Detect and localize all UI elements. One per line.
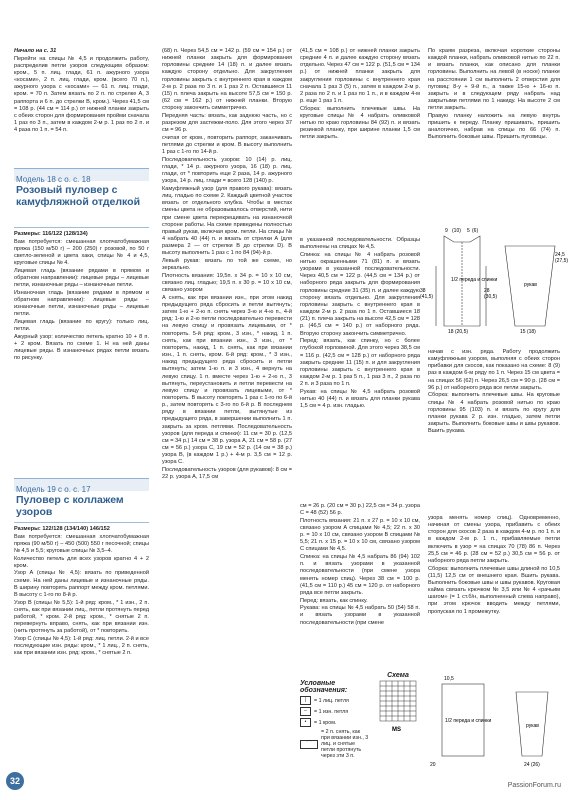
pattern-text: считая от кром., повторить раппорт, заканчивать петлями до стрелки и кром. В высоту выполнить 1 раз с 1-го по 14-й р.: [162, 134, 292, 156]
diagram-label: (27,5): [555, 258, 569, 264]
legend-row: [300, 718, 370, 727]
diagram-label: 1/2 переда и спинки: [451, 277, 498, 283]
model-19-band: [14, 478, 149, 494]
diagram-label: (30,5): [484, 294, 498, 300]
sleeve-19-text: Рукава: на спицы № 4,5 набрать 50 (54) 58 п. и вязать узорами в указанной последовательности (при смене: [300, 605, 420, 626]
diagram-label: 9: [445, 228, 448, 234]
pattern-a-text: А снять, как при вязании изн., при этом накид предыдущего ряда сбросить и петли вытянуть; затем 1-ю + 2-ю п. снять через 3-ю и 4-ю п., 4-й ряд: 1-ю и 2-ю петли последовательно перевести на левую спицу и провязать лицевыми, от * повторить. 5-й ряд: кром., 3 изн., * накид, 1 п. снять, как при вязании изн., 3 изн., от * повторить, накид, 1 п. снять, как при вязании изн., 1 п. снять, кром. 6-й ряд: кром., * 3 изн., накид предыдущего ряда сбросить и петли вытянуть; затем 1-ю п. и 3 изн., 4 вернуть на левую спицу. 1 п. вместе через 1-ю + 2-ю п., 3 вытянуть, переустановить и петли перевести на левую спицу и провязать лицевыми, от * повторить. В высоту повторять 1 раз с 1-го по 6-й р., затем повторять с 3-го по 6-й р. В последнем ряду в вязании петли, вытянутые из предыдущего ряда, в завершении выполнить 1 п. закрыть за кром. петлями. Последовательность узоров (для переда и спинки): 11 см = 30 р. (12,5 см = 34 р.) 14 см = 38 р. узора А, 21 см = 58 р. (27 см = 56 р.) узора С, 19 см = 52 р. (14 см = 38 р.) узора В, (в каждом 1 р.) + 4-м р. 3,5 см = 12 р. узора С.: [162, 294, 292, 466]
sequence-text: Последовательность узоров: 10 (14) р. лиц. глади, * 14 р. ажурного узора, 16 (18) р. лиц. глади, от * повторить еще 2 раза, 14 р. ажурного узора, 14 р. лиц. глади = всего 128 (140) р.: [162, 156, 292, 185]
model-19-text: [14, 526, 149, 658]
front-19-text: Перед: вязать, как спинку.: [300, 597, 368, 604]
back-text: (68) п. Через 54,5 см = 142 р. (59 см = 154 р.) от нижней планки закрыть для формирования горловины средние 14 (18) п. и далее вязать каждую сторону отдельно. Для закругления горловины закрыть с внутреннего края в каждом 2-м р. 2 раза по 3 п. и 1 раз 2 п. Оставшиеся 11 (15) п. плеча закрыть на высоте 57,5 см = 150 р. (62 см = 162 р.) от нижней планки. Вторую сторону закончить симметрично.: [162, 48, 292, 112]
legend: [300, 680, 370, 759]
placket-finish-text: Правую планку наложить на левую внутрь пришить к переду. Планку пришивать, пришить аналогично, набрав на спицы по 66 (74) п. Выполнить боковые швы. Пришить пуговицы.: [428, 112, 560, 141]
camouflage-text: Камуфляжный узор (для правого рукава): вязать лиц. гладью по схеме 2. Каждый цветной участок вязать от отдельного клубка. Чтобы в местах смены цвета не образовывалось отверстий, нити при смене цвета перекрещивать на изнаночной стороне работы. На схеме приведены полностью правый рукав, включая кром. петли. На спицы № 4 набрать 40 (44) п. и вязать от стрелки А (для размера 2 — от стрелки В до стрелки D). В высоту выполнить 1 раз с 1 по 84 (94)-й р.: [162, 185, 292, 257]
legend-row: [300, 729, 370, 759]
scheme: [378, 672, 420, 746]
diagram-label: 10,5: [444, 676, 454, 682]
sleeve-sequence-text: Последовательность узоров (для рукавов): 8 см = 22 р. узора А, 17,5 см: [162, 467, 292, 481]
divider: [14, 522, 149, 523]
diagram-label: 24,5: [555, 252, 565, 258]
sleeve-pattern-text: см = 26 р. (20 см = 30 р.) 22,5 см = 34 р. узора С = 48 (52) 56 р.: [300, 503, 420, 517]
diagram-label: 20: [430, 762, 436, 768]
diagram-label: 38: [420, 288, 426, 294]
column-1: [14, 48, 149, 135]
model-19-pattern-2: Узор А (спицы № 4,5): вязать по приведенной схеме. На ней даны лицевые и изнаночные ряды. В ширину повторять раппорт между кром. петлями. В высоту с 1-го по 8-й р.: [14, 570, 149, 598]
legend-text: = 2 п. снять, как при вязании изн., 3 лиц. и снятые петли протянуть через эти 3 п.: [321, 729, 369, 759]
diagram-label: 28: [484, 288, 490, 294]
legend-text: = 1 изн. петля: [314, 708, 349, 715]
sleeve-shaping-text: узора менять номер спиц). Одновременно, начиная от смены узора, прибавить с обеих сторон для скосов 2 раза в каждом 4-м р. по 1 п. и в каждом 2-м р. 1 п., прибавляемые петли включить в узор = на спицах 70 (78) 86 п. Через 25,5 см = 46 р. (28 см = 52 р.) 30,5 см = 56 р. от наборного ряда петли закрыть.: [428, 515, 560, 564]
front-18-text: Перед: вязать, как спинку, но с более глубокой горловиной. Для этого через 38,5 см = 116 р. (42,5 см = 128 р.) от наборного ряда закрыть средние 11 (15) п. и для закругления горловины закрыть с внутреннего края в каждом 2-м р. 1 раз 5 п., 1 раз 3 п., 2 раза по 2 п. и 3 раза по 1 п.: [300, 338, 420, 388]
column-3-bottom: [300, 503, 420, 627]
garment-diagram-front: [420, 226, 500, 336]
divider: [14, 227, 149, 228]
model-18-pattern-1: Лицевая гладь (вязание рядами в прямом и обратном направлении): лицевые ряды – лицевые петли, изнаночные ряды – изнаночные петли.: [14, 267, 149, 289]
assembly-18-text: Сборка: выполнить плечевые швы. На круговые спицы № 4 набрать розовой нитью по краю горловины 95 (103) п. и вязать по кругу для планки рукава 2 р. изн. гладью, затем петли закрыть. Выполнить боковые швы и швы рукавов. Вшить рукава.: [428, 392, 560, 435]
sleeve-camouflage-text: начав с изн. ряда. Работу продолжить камуфляжным узором, выполняя с обеих сторон прибавки для скосов, как показано на схеме: 8 (9) раз в каждом 6-м ряду по 1 п. Через 15 см цвета = на спицах 56 (62) п. Через 26,5 см = 90 р. (28 см = 96 р.) от наборного ряда все петли закрыть.: [428, 349, 560, 391]
column-3-top: [300, 48, 420, 142]
gauge-19-text: Плотность вязания: 21 п. х 27 р. = 10 х 10 см, связано узором А спицами № 4,5; 22 п. х 30 р. = 10 х 10 см, связано узором В спицами № 5,5; 21 п. х 15 р. = 10 х 10 см, связано узором С спицами № 4,5.: [300, 517, 420, 553]
diagram-label: 1/2 переда и спинки: [445, 718, 492, 724]
diagram-label: рукав: [526, 723, 539, 729]
assembly-19-text: Сборка: выполнить плечевые швы длиной по 10,5 (11,5) 12,5 см от внешнего края. Вшить рукава. Выполнить боковые швы и швы рукавов. Круговая кайма связать крючком № 3,5 или № 4 «рачьим шагом» (= 1 ст.б/н, выполненный слева направо), при этом крючок вводить между петлями, пропуская по 1 промежутку.: [428, 565, 560, 615]
neck-text: (41,5 см = 108 р.) от нижней планки закрыть средние 4 п. и далее каждую сторону вязать отдельно. Через 47 см = 122 р. (51,5 см = 134 р.) от нижней планки закрыть для закругления горловины с внутреннего края сначала 1 раз 3 (5) п., затем в каждом 2-м р. 2 раза по 2 п. и 1 раз по 1 п., и в каждом 4-м р. еще 1 раз 1 п.: [300, 48, 420, 105]
diagram-label: рукав: [524, 282, 537, 288]
column-4-top: [428, 48, 560, 142]
sleeve-18-text: Рукав: на спицы № 4,5 набрать розовой нитью 40 (44) п. и вязать для планки рукава 1,5 см = 4 р. изн. гладью.: [300, 388, 420, 410]
column-3-mid: [300, 237, 420, 411]
intro-text: Перейти на спицы № 4,5 и продолжить работу, распределив петли узоров следующим образом: кром., 5 п. лиц. глади, 61 п. ажурного узора «косами», 2 п. лиц. глади, кром. (всего 70 п.), ажурного узора с «косами» — 61 п. лиц. глади, кром. = 70 п. Затем вязать по 2 п. по стрелке А, 3 раппорта и 6 п. до стрелки В, кром.). Через 41,5 см = 108 р. (44 см = 114 р.) от нижней планки закрыть с обеих сторон для формирования пройми сначала 1 раз по 3 п., затем в каждом 2-м р. 1 раз по 2 п. и 4 раза по 1 п. = 54 п.: [14, 55, 149, 134]
diagram-label: 5: [467, 228, 470, 234]
continued-header: Начало на с. 31: [14, 48, 57, 54]
back-18-text: Спинка: на спицы № 4 набрать розовой нитью окрашенными 71 (81) п. и вязать узорами в указанной последовательности. Через 40,5 см = 122 р. (44,5 см = 134 р.) от наборного ряда закрыть для формирования горловины средние 31 (35) п. и далее каждую сторону вязать отдельно. Для закругления горловины закрыть с внутреннего края в каждом 2-м р. 2 раза по 1 п. Оставшиеся 18 (21) п. плеча закрыть на высоте 42,5 см = 128 р. (46,5 см = 140 р.) от наборного ряда. Вторую сторону закончить симметрично.: [300, 251, 420, 337]
sleeve-diagram: [500, 226, 570, 336]
footer-watermark: PassionForum.ru: [507, 782, 561, 789]
slip-stitch-icon: ⌒: [300, 740, 318, 749]
model-19-pattern-1: Количество петель для всех узоров кратно 4 + 2 кром.: [14, 555, 149, 569]
knit-symbol-icon: |: [300, 696, 311, 705]
garment-diagram-19: [430, 672, 565, 772]
diagram-label: 18 (20,5): [448, 329, 469, 335]
column-4-bottom: [428, 515, 560, 616]
model-19-pattern-3: Узор В (спицы № 5,5): 1-й ряд: кром., * 1 изн., 2 п. снять, как при вязании лиц., петли протянуть перед работой, * кром. 2-й ряд: кром., * снятые 2 п. перевернуть вправо, снять, как при вязании изн. (нить протянуть за работой), от * повторить.: [14, 599, 149, 635]
legend-row: [300, 696, 370, 705]
column-2: [162, 48, 292, 768]
front-text: Передняя часть: вязать, как заднюю часть, но с разрезом для застежки-поло. Для этого через 37 см = 96 р.: [162, 112, 292, 134]
model-19-label: Модель 19 с о. с. 17: [16, 485, 91, 494]
model-19-materials: Вам потребуется: смешанная хлопчатобумажная пряжа (90 м/50 г) – 450 (500) 550 г песочной; спицы № 4,5 и 5,5; круговые спицы № 3,5–4.: [14, 533, 149, 554]
model-18-text: [14, 231, 149, 363]
sequence-note: в указанной последовательности. Образцы выполнены на спицах № 4,5.: [300, 237, 420, 251]
model-18-title: Розовый пуловер с камуфляжной отделкой: [16, 184, 141, 208]
purl-symbol-icon: –: [300, 707, 311, 716]
assembly-text: Сборка: выполнить плечевые швы. На круговые спицы № 4 набрать оливковой нитью по краю горловины 84 (92) п. и вязать резинкой планку, при ширине планки 1,5 см петли закрыть.: [300, 105, 420, 141]
model-19-title: Пуловер с коллажем узоров: [16, 494, 124, 518]
legend-text: = 1 лиц. петля: [314, 697, 349, 704]
legend-title: Условные обозначения:: [300, 680, 348, 694]
diagram-label: 24 (26): [524, 762, 540, 768]
legend-text: = 1 кром.: [314, 719, 337, 726]
gauge-text: Плотность вязания: 19,5п. х 34 р. = 10 х 10 см, связано лиц. гладью; 19,5 п. х 30 р. = 10 х 10 см, связано узором: [162, 272, 292, 294]
diagram-label: (41,5): [420, 294, 434, 300]
model-18-label: Модель 18 с о. с. 18: [16, 175, 91, 184]
model-18-pattern-3: Лицевая гладь (вязание по кругу): только лиц. петли.: [14, 318, 149, 333]
placket-text: По краям разреза, включая короткие стороны каждой планки, набрать оливковой нитью по 22 п. и вязать планки, как описано для планки горловины. Выполнить на левой (в носке) планке на расстоянии 1 см выполнить 2 отверстия для пуговиц: 8-у + 9-й п., а также 15-ю + 16-ю п. закрыть и в следующем ряду набрать над закрытыми петлями по 1 накиду. На высоте 2 см петли закрыть.: [428, 48, 560, 112]
model-18-sizes: Размеры: 116/122 (128/134): [14, 231, 88, 237]
legend-row: [300, 707, 370, 716]
stitch-chart: [378, 679, 420, 741]
left-sleeve-text: Левый рукав: вязать по той же схеме, но зеркально.: [162, 258, 292, 272]
edge-stitch-icon: •: [300, 718, 311, 727]
column-4-mid: [428, 349, 560, 436]
diagram-label: (6): [472, 228, 479, 234]
model-18-pattern-2: Изнаночная гладь (вязание рядами в прямом и обратном направлении): лицевые ряды – изнаночные петли, изнаночные ряды – лицевые петли.: [14, 289, 149, 318]
model-18-materials: Вам потребуется: смешанная хлопчатобумажная пряжа (150 м/50 г) – 200 (250) г розовой, по 50 г светло-зеленой и цвета хаки, спицы № 4 и 4,5, круговые спицы № 4.: [14, 238, 149, 267]
diagram-label: 15 (18): [520, 329, 536, 335]
back-19-text: Спинка: на спицы № 4,5 набрать 86 (94) 102 п. и вязать узорами в указанной последовательности (при смене узора менять номер спиц). Через 38 см = 100 р. (41,5 см = 110 р.) 45 см = 120 р. от наборного ряда все петли закрыть.: [300, 554, 420, 596]
diagram-label: (10): [452, 228, 461, 234]
scheme-title: Схема: [387, 672, 409, 679]
model-18-pattern-4: Ажурный узор: количество петель кратно 10 + 8 п. + 2 кром. Вязать по схеме 1. Н на ней даны лицевые ряды. В изнаночных рядах петли вязать по рисунку.: [14, 333, 149, 362]
model-19-sizes: Размеры: 122/128 (134/140) 146/152: [14, 526, 110, 532]
page-number: 32: [6, 772, 24, 790]
model-19-pattern-4: Узор С (спицы № 4,5): 1-й ряд: лиц. петли. 2-й и все последующие изн. ряды: кром., * 1 лиц., 2 п. снять, как при вязании изн. ряд: кром., * снятые 2 п.: [14, 635, 149, 657]
svg-text:MS: MS: [392, 727, 401, 733]
model-18-band: [14, 168, 149, 184]
